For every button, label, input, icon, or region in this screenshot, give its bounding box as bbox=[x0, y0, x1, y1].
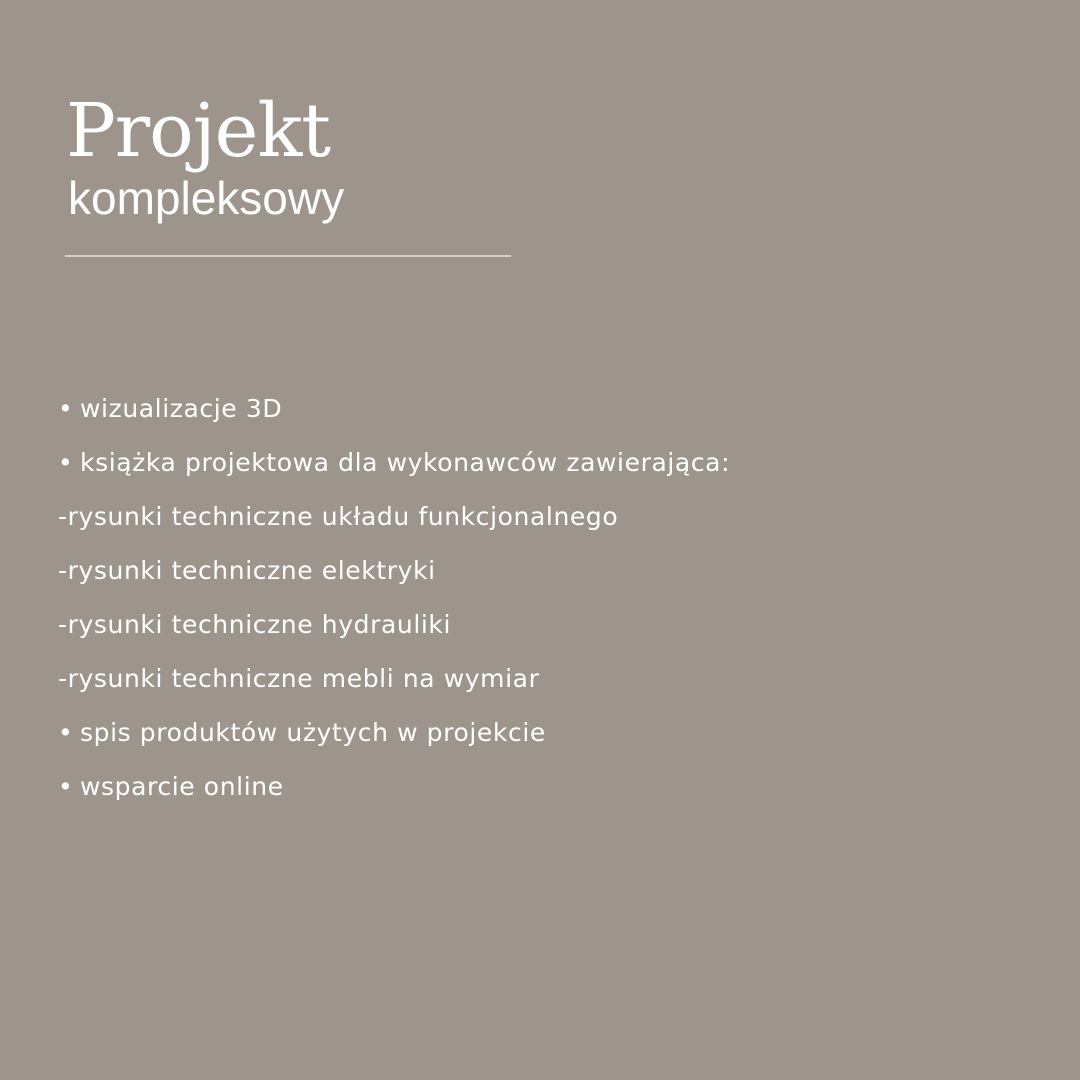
list-subitem bbox=[58, 652, 730, 706]
list-item-text: spis produktów użytych w projekcie bbox=[80, 718, 546, 747]
list-item-text: wizualizacje 3D bbox=[80, 394, 283, 423]
list-item bbox=[58, 436, 730, 490]
bullet-icon: • bbox=[58, 718, 74, 747]
list-item-text: -rysunki techniczne elektryki bbox=[58, 556, 436, 585]
page-subtitle: kompleksowy bbox=[68, 172, 345, 224]
list-item-text: wsparcie online bbox=[80, 772, 284, 801]
list-item bbox=[58, 760, 730, 814]
list-item bbox=[58, 706, 730, 760]
list-item-text: -rysunki techniczne mebli na wymiar bbox=[58, 664, 540, 693]
feature-list bbox=[58, 382, 730, 814]
divider bbox=[65, 255, 511, 257]
list-subitem bbox=[58, 544, 730, 598]
list-item-text: -rysunki techniczne układu funkcjonalnego bbox=[58, 502, 619, 531]
bullet-icon: • bbox=[58, 448, 74, 477]
bullet-icon: • bbox=[58, 772, 74, 801]
list-subitem bbox=[58, 598, 730, 652]
list-item-text: książka projektowa dla wykonawców zawierająca: bbox=[80, 448, 731, 477]
bullet-icon: • bbox=[58, 394, 74, 423]
list-item bbox=[58, 382, 730, 436]
list-subitem bbox=[58, 490, 730, 544]
list-item-text: -rysunki techniczne hydrauliki bbox=[58, 610, 452, 639]
page-title: Projekt bbox=[66, 88, 331, 174]
